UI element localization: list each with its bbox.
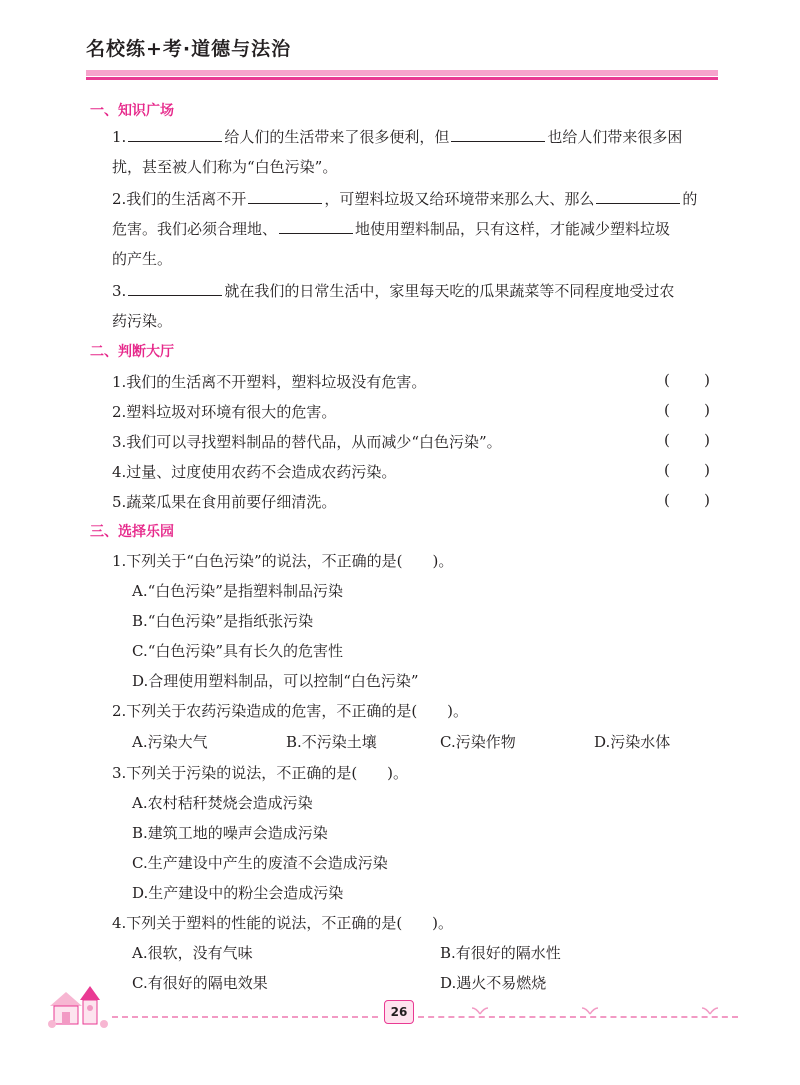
header-bar [86, 70, 718, 76]
choice-option-c[interactable]: C.“白色污染”具有长久的危害性 [132, 642, 344, 660]
answer-blank[interactable] [128, 280, 222, 296]
header-bar-accent [86, 77, 718, 80]
page-header-title: 名校练+考·道德与法治 [86, 38, 292, 60]
sprout-icon [470, 1002, 730, 1016]
answer-blank[interactable] [596, 188, 680, 204]
close-paren: ) [704, 371, 710, 389]
question-text: ，可塑料垃圾又给环境带来那么大、那么 [324, 190, 595, 208]
answer-blank[interactable] [279, 218, 353, 234]
choice-question-1-stem: 1.下列关于“白色污染”的说法，不正确的是( )。 [112, 552, 454, 570]
judge-item-3: 3.我们可以寻找塑料制品的替代品，从而减少“白色污染”。 [112, 433, 502, 451]
choice-option-a[interactable]: A.农村秸秆焚烧会造成污染 [132, 794, 313, 812]
fill-question-3-line-2: 药污染。 [112, 312, 173, 330]
judge-item-4: 4.过量、过度使用农药不会造成农药污染。 [112, 463, 397, 481]
choice-option-c[interactable]: C.生产建设中产生的废渣不会造成污染 [132, 854, 388, 872]
answer-parentheses[interactable] [664, 401, 710, 419]
choice-option-b[interactable]: B.不污染土壤 [286, 733, 377, 751]
choice-option-d[interactable]: D.生产建设中的粉尘会造成污染 [132, 884, 344, 902]
question-text: 2.我们的生活离不开 [112, 190, 247, 208]
question-text: 给人们的生活带来了很多便利，但 [224, 128, 450, 146]
open-paren: ( [664, 491, 670, 509]
question-text: 也给人们带来很多困 [547, 128, 683, 146]
answer-blank[interactable] [248, 188, 322, 204]
close-paren: ) [704, 431, 710, 449]
question-text: 的 [682, 190, 698, 208]
question-number: 3. [112, 282, 127, 300]
choice-option-d[interactable]: D.遇火不易燃烧 [440, 974, 547, 992]
choice-option-c[interactable]: C.有很好的隔电效果 [132, 974, 268, 992]
section-title-knowledge: 一、知识广场 [90, 103, 174, 119]
answer-parentheses[interactable] [664, 431, 710, 449]
question-text: 就在我们的日常生活中，家里每天吃的瓜果蔬菜等不同程度地受过农 [224, 282, 675, 300]
choice-question-2-stem: 2.下列关于农药污染造成的危害，不正确的是( )。 [112, 702, 469, 720]
answer-parentheses[interactable] [664, 491, 710, 509]
house-icon [44, 980, 114, 1030]
choice-option-c[interactable]: C.污染作物 [440, 733, 516, 751]
choice-question-4-stem: 4.下列关于塑料的性能的说法，不正确的是( )。 [112, 914, 454, 932]
judge-item-1: 1.我们的生活离不开塑料，塑料垃圾没有危害。 [112, 373, 427, 391]
open-paren: ( [664, 371, 670, 389]
choice-option-b[interactable]: B.有很好的隔水性 [440, 944, 561, 962]
answer-blank[interactable] [451, 126, 545, 142]
choice-option-b[interactable]: B.“白色污染”是指纸张污染 [132, 612, 314, 630]
choice-option-a[interactable]: A.很软，没有气味 [132, 944, 253, 962]
choice-option-d[interactable]: D.合理使用塑料制品，可以控制“白色污染” [132, 672, 419, 690]
judge-item-2: 2.塑料垃圾对环境有很大的危害。 [112, 403, 337, 421]
page-number: 26 [384, 1000, 414, 1024]
choice-option-a[interactable]: A.“白色污染”是指塑料制品污染 [132, 582, 343, 600]
choice-option-a[interactable]: A.污染大气 [132, 733, 208, 751]
close-paren: ) [704, 491, 710, 509]
question-number: 1. [112, 128, 127, 146]
section-title-judgement: 二、判断大厅 [90, 344, 174, 360]
footer-divider [418, 1016, 738, 1018]
choice-question-3-stem: 3.下列关于污染的说法，不正确的是( )。 [112, 764, 409, 782]
fill-question-2-line-3: 的产生。 [112, 250, 173, 268]
section-title-choice: 三、选择乐园 [90, 524, 174, 540]
fill-question-3-line-1 [112, 280, 674, 301]
judge-item-5: 5.蔬菜瓜果在食用前要仔细清洗。 [112, 493, 337, 511]
open-paren: ( [664, 431, 670, 449]
answer-parentheses[interactable] [664, 461, 710, 479]
choice-option-d[interactable]: D.污染水体 [594, 733, 671, 751]
footer-divider [112, 1016, 378, 1018]
question-text: 危害。我们必须合理地、 [112, 220, 278, 238]
choice-option-b[interactable]: B.建筑工地的噪声会造成污染 [132, 824, 328, 842]
fill-question-1-line-2: 扰，甚至被人们称为“白色污染”。 [112, 158, 338, 176]
answer-blank[interactable] [128, 126, 222, 142]
fill-question-2-line-2 [112, 218, 670, 239]
fill-question-2-line-1 [112, 188, 697, 209]
open-paren: ( [664, 461, 670, 479]
close-paren: ) [704, 461, 710, 479]
fill-question-1-line-1 [112, 126, 682, 147]
open-paren: ( [664, 401, 670, 419]
close-paren: ) [704, 401, 710, 419]
question-text: 地使用塑料制品，只有这样，才能减少塑料垃圾 [355, 220, 671, 238]
answer-parentheses[interactable] [664, 371, 710, 389]
